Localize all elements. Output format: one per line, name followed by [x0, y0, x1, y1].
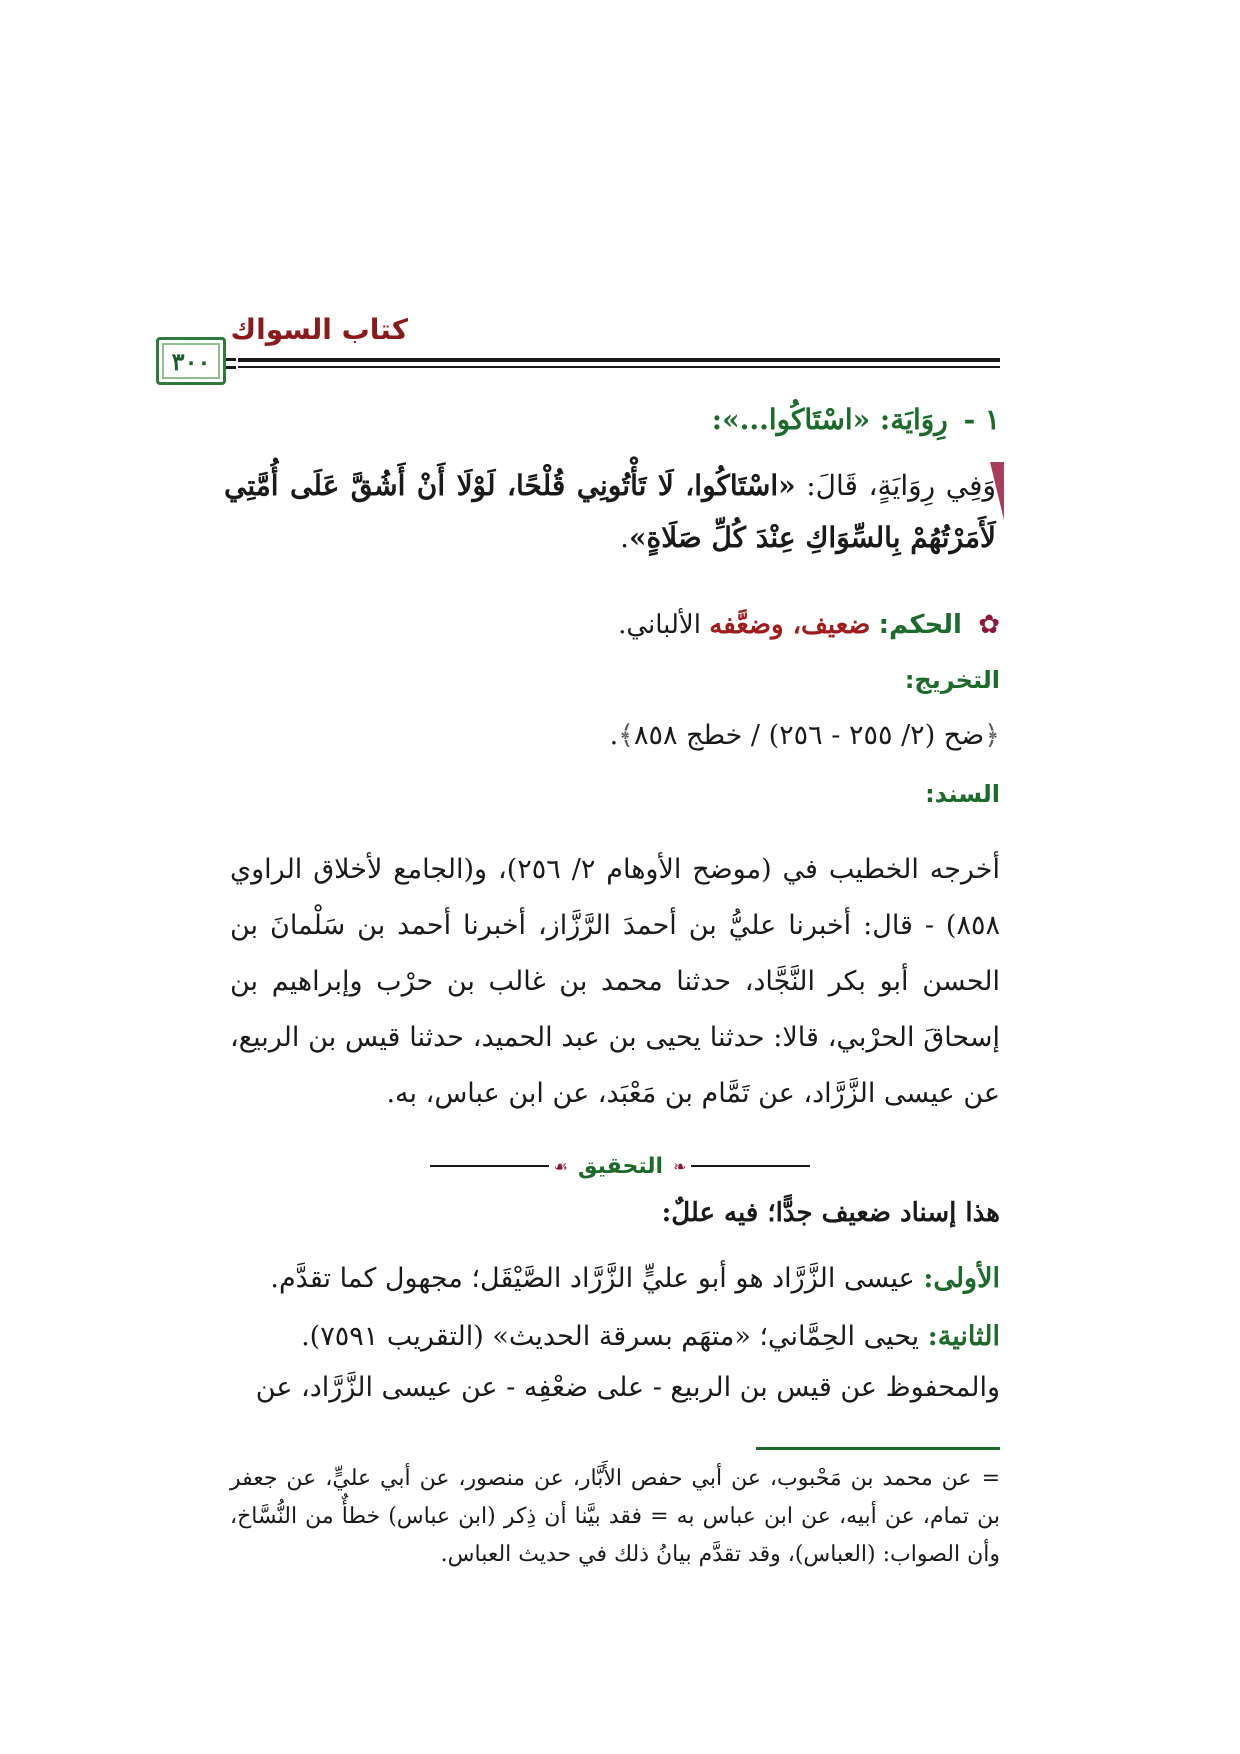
takhrij-end: . [609, 720, 619, 751]
hadith-end: . [620, 521, 630, 554]
page-number-frame [156, 337, 226, 385]
sanad-label: السند: [925, 780, 1000, 808]
illa-second [230, 1312, 1000, 1362]
tahqiq-label: التحقيق [577, 1153, 664, 1179]
footnote-continuation-marker: = [981, 1466, 1000, 1491]
header-rule-stub [226, 358, 236, 361]
divider-line [430, 1165, 549, 1167]
tahqiq-divider [430, 1148, 810, 1184]
flower-ornament-icon: ✿ [978, 610, 1000, 640]
ornate-bracket-close: ﴾ [618, 720, 634, 751]
takhrij-text [240, 720, 1000, 751]
header-rule-thin [238, 366, 1000, 368]
section-number: ١ - [963, 403, 1000, 436]
section-title: رِوَايَة: «اسْتَاكُوا...»: [711, 403, 948, 436]
mahfuz-paragraph: والمحفوظ عن قيس بن الربيع - على ضعْفِه - عن عيسى الزَّرَّاد، عن [255, 1372, 1000, 1403]
ornate-bracket-open: ﴿ [984, 720, 1000, 751]
hadith-intro: وَفِي رِوَايَةٍ، قَالَ: [795, 469, 996, 502]
sanad-paragraph: أخرجه الخطيب في (موضح الأوهام ٢/ ٢٥٦)، و(الجامع لأخلاق الراوي ٨٥٨) - قال: أخبرنا عليُّ بن أحمدَ الرَّزَّاز، أخبرنا أحمد بن سَلْمانَ بن الحسن أبو بكر النَّجَّاد، حدثنا محمد بن غالب بن حرْب وإبراهيم بن إسحاقَ الحرْبي، قالا: حدثنا يحيى بن عبد الحميد، حدثنا قيس بن الربيع، عن عيسى الزَّرَّاد، عن تَمَّام بن مَعْبَد، عن ابن عباس، به. [230, 854, 1001, 1109]
divider-ornament-icon: ❧ [673, 1156, 687, 1176]
takhrij-refs: ضح (٢/ ٢٥٥ - ٢٥٦) / خطج ٨٥٨ [633, 720, 985, 751]
divider-ornament-icon: ☙ [553, 1156, 568, 1176]
page-number: ٣٠٠ [171, 346, 211, 376]
illa-second-text: يحيى الحِمَّاني؛ «متهَم بسرقة الحديث» (التقريب ٧٥٩١). [301, 1321, 928, 1352]
ruling-line [240, 610, 1000, 640]
header-rule-thick [238, 358, 1000, 362]
illa-second-label: الثانية: [927, 1321, 1000, 1352]
running-header-title: كتاب السواك [230, 313, 408, 346]
divider-line [691, 1165, 810, 1167]
ruling-rest: الألباني. [618, 610, 701, 640]
footnote-rule [756, 1447, 1000, 1450]
hadith-text [224, 460, 996, 564]
illa-first-text: عيسى الزَّرَّاد هو أبو عليٍّ الزَّرَّاد الصَّيْقَل؛ مجهول كما تقدَّم. [270, 1263, 924, 1294]
ruling-label: الحكم: [878, 610, 962, 640]
isnad-judgement: هذا إسناد ضعيف جدًّا؛ فيه عللٌ: [661, 1198, 1000, 1228]
illa-first [230, 1254, 1000, 1304]
takhrij-label: التخريج: [904, 666, 1000, 694]
illa-first-label: الأولى: [923, 1263, 1000, 1294]
section-heading [480, 403, 1000, 436]
ruling-value: ضعيف، وضعَّفه [709, 610, 871, 640]
footnote-text: عن محمد بن مَحْبوب، عن أبي حفص الأَبَّار، عن منصور، عن أبي عليٍّ، عن جعفر بن تمام، عن أبيه، عن ابن عباس به = فقد بيَّنا أن ذِكر (ابن عباس) خطأٌ من النُّسَّاخ، وأن الصواب: (العباس)، وقد تقدَّم بيانُ ذلك في حديث العباس. [230, 1466, 1000, 1567]
header-rule-stub [226, 366, 236, 369]
footnote [230, 1460, 1000, 1574]
hadith-matn: «اسْتَاكُوا، لَا تَأْتُونِي قُلْحًا، لَوْلَا أَنْ أَشُقَّ عَلَى أُمَّتِي لَأَمَرْتُهُمْ بِالسِّوَاكِ عِنْدَ كُلِّ صَلَاةٍ» [224, 469, 996, 554]
